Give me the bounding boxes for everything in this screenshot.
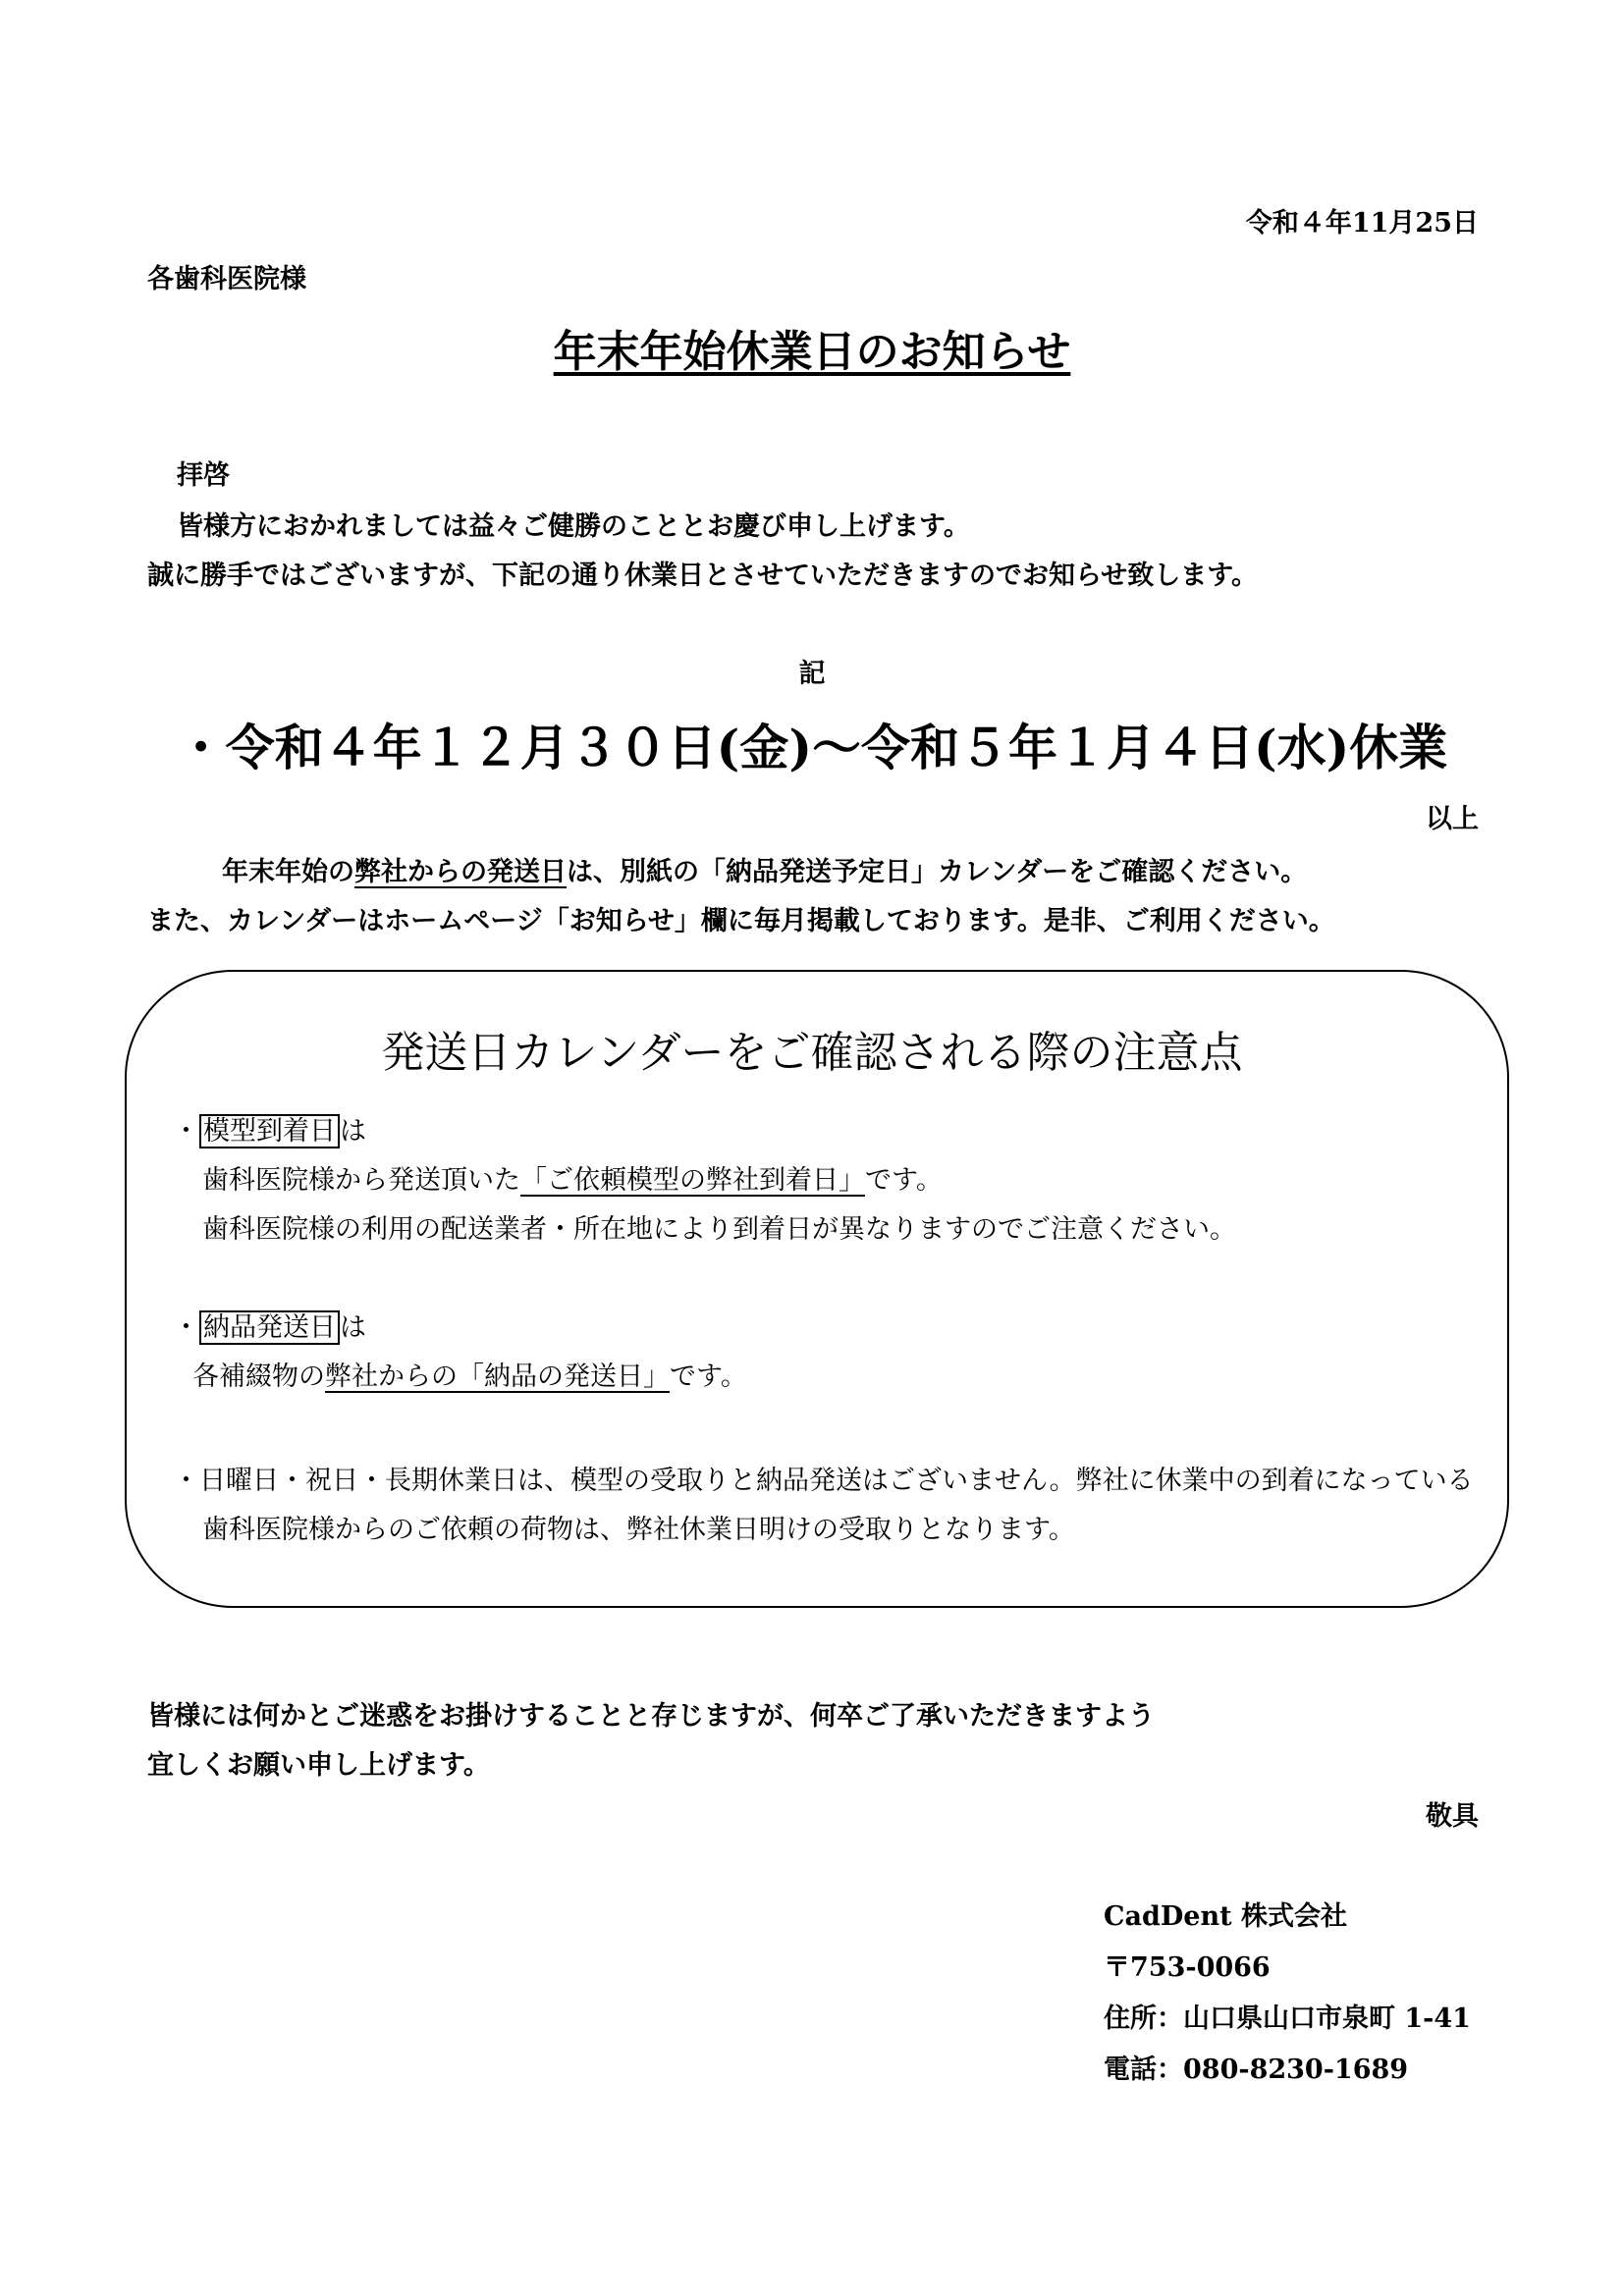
- closing-line-1: 皆様には何かとご迷惑をお掛けすることと存じますが、何卒ご了承いただきますよう: [147, 1701, 1155, 1732]
- greeting-line-1: 皆様方におかれましては益々ご健勝のこととお慶び申し上げます。: [177, 511, 970, 542]
- notice-item-arrival-line-1-pre: 歯科医院様から発送頂いた: [202, 1165, 520, 1196]
- shipping-line-2: また、カレンダーはホームページ「お知らせ」欄に毎月掲載しております。是非、ご利用ください。: [147, 906, 1335, 936]
- ki-heading: 記: [798, 659, 826, 689]
- shipping-line-1-post: は、別紙の「納品発送予定日」カレンダーをご確認ください。: [567, 857, 1308, 887]
- notice-item-shipping-line-1-post: です。: [670, 1362, 747, 1392]
- signature-phone: 電話：080-8230-1689: [1104, 2055, 1409, 2085]
- signature-postal-code: 〒753-0066: [1104, 1952, 1271, 1983]
- notice-item-closed-days-line-2: 歯科医院様からのご依頼の荷物は、弊社休業日明けの受取りとなります。: [202, 1515, 1075, 1545]
- holiday-period: ・令和４年１２月３０日(金)～令和５年１月４日(水)休業: [176, 719, 1448, 776]
- signature-company: CadDent 株式会社: [1104, 1901, 1347, 1932]
- notice-item-arrival-suffix: は: [340, 1116, 366, 1147]
- addressee: 各歯科医院様: [147, 264, 306, 294]
- ijo-closing: 以上: [1426, 804, 1479, 834]
- document-title: [0, 316, 1624, 379]
- shipping-line-1-pre: 年末年始の: [222, 857, 354, 887]
- signature-address: 住所：山口県山口市泉町 1-41: [1104, 2003, 1471, 2034]
- notice-item-arrival-bullet: ・: [173, 1116, 199, 1147]
- closing-line-2: 宜しくお願い申し上げます。: [147, 1750, 490, 1781]
- notice-item-shipping-line-1-pre: 各補綴物の: [192, 1362, 325, 1392]
- document-title-text: 年末年始休業日のお知らせ: [553, 327, 1071, 377]
- document-date: 令和４年11月25日: [1245, 208, 1479, 239]
- notice-item-arrival-label: 模型到着日: [199, 1114, 340, 1148]
- notice-item-shipping-bullet: ・: [173, 1312, 199, 1343]
- notice-item-arrival-line-1: [202, 1158, 943, 1197]
- notice-item-arrival-line-1-post: です。: [865, 1165, 943, 1196]
- shipping-line-1: [222, 850, 1307, 888]
- notice-item-shipping-label: 納品発送日: [199, 1310, 340, 1345]
- greeting-opening: 拝啓: [177, 460, 230, 491]
- greeting-line-2: 誠に勝手ではございますが、下記の通り休業日とさせていただきますのでお知らせ致します。: [147, 561, 1259, 591]
- notice-item-arrival-heading: [173, 1109, 366, 1148]
- notice-item-shipping-line-1: [192, 1355, 747, 1393]
- notice-item-shipping-line-1-underlined: 弊社からの「納品の発送日」: [325, 1362, 670, 1392]
- notice-item-arrival-line-2: 歯科医院様の利用の配送業者・所在地により到着日が異なりますのでご注意ください。: [202, 1214, 1236, 1245]
- notice-item-shipping-suffix: は: [340, 1312, 366, 1343]
- notice-item-shipping-heading: [173, 1306, 366, 1344]
- keigu-closing: 敬具: [1426, 1801, 1479, 1832]
- notice-box-title: 発送日カレンダーをご確認される際の注意点: [381, 1028, 1243, 1078]
- notice-item-closed-days-line-1: ・日曜日・祝日・長期休業日は、模型の受取りと納品発送はございません。弊社に休業中の到着になっている: [173, 1466, 1474, 1496]
- shipping-line-1-underlined: 弊社からの発送日: [354, 857, 567, 887]
- notice-item-arrival-line-1-underlined: 「ご依頼模型の弊社到着日」: [520, 1165, 865, 1196]
